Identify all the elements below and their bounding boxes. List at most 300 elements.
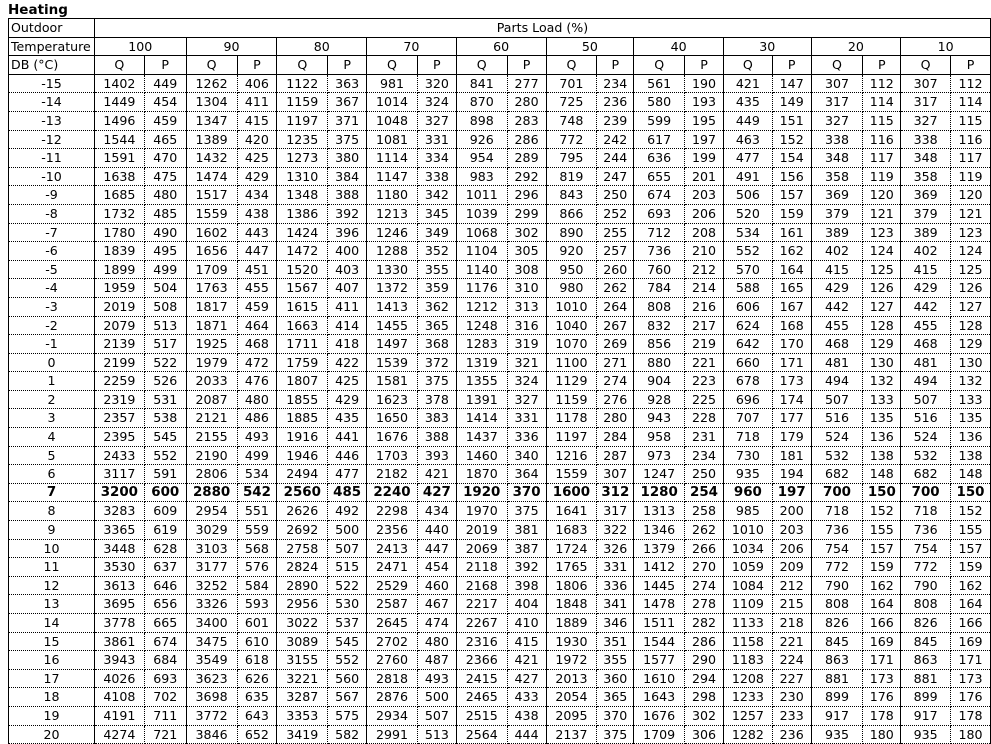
q-value-cell: 2118 (456, 558, 507, 577)
q-value-cell: 599 (634, 111, 685, 130)
q-value-cell: 3778 (94, 614, 144, 633)
p-value-cell: 171 (863, 651, 901, 670)
p-value-cell: 159 (863, 558, 901, 577)
p-value-cell: 375 (417, 372, 456, 391)
q-value-cell: 2259 (94, 372, 144, 391)
p-value-cell: 593 (237, 595, 277, 614)
p-value-cell: 490 (144, 223, 186, 242)
p-value-cell: 165 (772, 279, 811, 298)
q-header: Q (277, 56, 328, 75)
q-value-cell: 468 (901, 335, 951, 354)
q-value-cell: 2033 (186, 372, 237, 391)
q-value-cell: 943 (634, 409, 685, 428)
q-value-cell: 1460 (456, 446, 507, 465)
q-value-cell: 1885 (277, 409, 328, 428)
p-value-cell: 195 (685, 111, 724, 130)
q-value-cell: 4108 (94, 688, 144, 707)
q-value-cell: 3846 (186, 725, 237, 744)
p-value-cell: 545 (328, 632, 367, 651)
q-value-cell: 317 (901, 93, 951, 112)
q-value-cell: 3475 (186, 632, 237, 651)
q-value-cell: 1455 (367, 316, 418, 335)
q-value-cell: 1806 (546, 576, 597, 595)
q-value-cell: 701 (546, 74, 597, 93)
q-value-cell: 3623 (186, 669, 237, 688)
p-value-cell: 538 (144, 409, 186, 428)
q-value-cell: 4274 (94, 725, 144, 744)
p-value-cell: 480 (237, 390, 277, 409)
q-value-cell: 985 (723, 502, 772, 521)
q-value-cell: 1348 (277, 186, 328, 205)
q-value-cell: 981 (367, 74, 418, 93)
q-value-cell: 2199 (94, 353, 144, 372)
q-header: Q (94, 56, 144, 75)
p-value-cell: 208 (685, 223, 724, 242)
p-value-cell: 126 (863, 279, 901, 298)
p-value-cell: 242 (597, 130, 634, 149)
q-value-cell: 4026 (94, 669, 144, 688)
load-header-100: 100 (94, 37, 186, 56)
p-value-cell: 121 (863, 204, 901, 223)
q-value-cell: 1347 (186, 111, 237, 130)
table-row (9, 74, 991, 93)
load-header-70: 70 (367, 37, 457, 56)
q-value-cell: 389 (811, 223, 863, 242)
q-value-cell: 507 (901, 390, 951, 409)
p-value-cell: 276 (597, 390, 634, 409)
p-header: P (863, 56, 901, 75)
q-value-cell: 736 (811, 521, 863, 540)
p-value-cell: 294 (685, 669, 724, 688)
q-value-cell: 712 (634, 223, 685, 242)
q-value-cell: 2366 (456, 651, 507, 670)
p-value-cell: 721 (144, 725, 186, 744)
q-value-cell: 636 (634, 149, 685, 168)
q-value-cell: 1581 (367, 372, 418, 391)
p-value-cell: 128 (863, 316, 901, 335)
p-value-cell: 162 (863, 576, 901, 595)
q-value-cell: 808 (634, 297, 685, 316)
q-value-cell: 1432 (186, 149, 237, 168)
q-value-cell: 524 (901, 428, 951, 447)
p-value-cell: 341 (597, 595, 634, 614)
p-value-cell: 584 (237, 576, 277, 595)
p-value-cell: 507 (417, 706, 456, 725)
q-value-cell: 904 (634, 372, 685, 391)
q-value-cell: 389 (901, 223, 951, 242)
p-value-cell: 264 (597, 297, 634, 316)
p-value-cell: 117 (951, 149, 991, 168)
q-value-cell: 1389 (186, 130, 237, 149)
p-value-cell: 331 (507, 409, 546, 428)
q-value-cell: 532 (811, 446, 863, 465)
q-value-cell: 795 (546, 149, 597, 168)
q-value-cell: 1559 (186, 204, 237, 223)
p-value-cell: 635 (237, 688, 277, 707)
q-value-cell: 2356 (367, 521, 418, 540)
q-value-cell: 1159 (546, 390, 597, 409)
p-value-cell: 155 (951, 521, 991, 540)
p-value-cell: 447 (237, 242, 277, 261)
q-value-cell: 1709 (634, 725, 685, 744)
p-header: P (507, 56, 546, 75)
q-value-cell: 2433 (94, 446, 144, 465)
q-value-cell: 881 (811, 669, 863, 688)
q-value-cell: 1709 (186, 260, 237, 279)
p-value-cell: 316 (507, 316, 546, 335)
q-value-cell: 1379 (634, 539, 685, 558)
q-value-cell: 2956 (277, 595, 328, 614)
temperature-cell: 11 (9, 558, 95, 577)
p-value-cell: 150 (863, 483, 901, 502)
p-value-cell: 396 (328, 223, 367, 242)
table-row (9, 428, 991, 447)
q-value-cell: 3400 (186, 614, 237, 633)
p-value-cell: 262 (685, 521, 724, 540)
p-value-cell: 367 (328, 93, 367, 112)
q-value-cell: 718 (723, 428, 772, 447)
table-row (9, 614, 991, 633)
temperature-cell: -9 (9, 186, 95, 205)
q-value-cell: 1414 (456, 409, 507, 428)
p-value-cell: 422 (328, 353, 367, 372)
p-value-cell: 380 (328, 149, 367, 168)
table-row (9, 651, 991, 670)
q-value-cell: 1703 (367, 446, 418, 465)
p-value-cell: 582 (328, 725, 367, 744)
q-value-cell: 468 (811, 335, 863, 354)
p-value-cell: 327 (507, 390, 546, 409)
q-value-cell: 491 (723, 167, 772, 186)
p-value-cell: 236 (772, 725, 811, 744)
p-value-cell: 322 (597, 521, 634, 540)
temperature-cell: -14 (9, 93, 95, 112)
p-value-cell: 152 (863, 502, 901, 521)
p-value-cell: 444 (507, 725, 546, 744)
p-value-cell: 127 (951, 297, 991, 316)
p-value-cell: 522 (144, 353, 186, 372)
p-header: P (417, 56, 456, 75)
q-value-cell: 1262 (186, 74, 237, 93)
table-row (9, 111, 991, 130)
p-value-cell: 313 (507, 297, 546, 316)
p-value-cell: 197 (685, 130, 724, 149)
q-value-cell: 3283 (94, 502, 144, 521)
table-row (9, 93, 991, 112)
p-value-cell: 317 (597, 502, 634, 521)
q-value-cell: 348 (811, 149, 863, 168)
q-value-cell: 2954 (186, 502, 237, 521)
p-value-cell: 124 (951, 242, 991, 261)
q-value-cell: 1246 (367, 223, 418, 242)
p-value-cell: 114 (863, 93, 901, 112)
q-value-cell: 2137 (546, 725, 597, 744)
q-value-cell: 369 (811, 186, 863, 205)
q-header: Q (186, 56, 237, 75)
q-value-cell: 369 (901, 186, 951, 205)
q-value-cell: 2316 (456, 632, 507, 651)
q-value-cell: 3200 (94, 483, 144, 502)
p-value-cell: 652 (237, 725, 277, 744)
p-value-cell: 257 (597, 242, 634, 261)
p-value-cell: 421 (417, 465, 456, 484)
p-value-cell: 403 (328, 260, 367, 279)
q-value-cell: 1807 (277, 372, 328, 391)
p-value-cell: 132 (863, 372, 901, 391)
p-value-cell: 221 (685, 353, 724, 372)
q-value-cell: 2471 (367, 558, 418, 577)
p-value-cell: 138 (863, 446, 901, 465)
q-value-cell: 2692 (277, 521, 328, 540)
p-value-cell: 234 (597, 74, 634, 93)
p-value-cell: 508 (144, 297, 186, 316)
temperature-cell: -7 (9, 223, 95, 242)
p-value-cell: 513 (144, 316, 186, 335)
p-value-cell: 154 (772, 149, 811, 168)
q-value-cell: 532 (901, 446, 951, 465)
q-value-cell: 1437 (456, 428, 507, 447)
p-value-cell: 499 (144, 260, 186, 279)
p-value-cell: 542 (237, 483, 277, 502)
p-value-cell: 116 (951, 130, 991, 149)
p-value-cell: 255 (597, 223, 634, 242)
p-value-cell: 477 (328, 465, 367, 484)
p-value-cell: 421 (507, 651, 546, 670)
q-value-cell: 1817 (186, 297, 237, 316)
q-value-cell: 1763 (186, 279, 237, 298)
q-value-cell: 1920 (456, 483, 507, 502)
q-value-cell: 2139 (94, 335, 144, 354)
q-value-cell: 1765 (546, 558, 597, 577)
table-row (9, 316, 991, 335)
q-value-cell: 1235 (277, 130, 328, 149)
p-value-cell: 148 (951, 465, 991, 484)
p-value-cell: 515 (328, 558, 367, 577)
p-value-cell: 173 (951, 669, 991, 688)
temperature-cell: 7 (9, 483, 95, 502)
p-value-cell: 120 (951, 186, 991, 205)
q-value-cell: 1871 (186, 316, 237, 335)
p-value-cell: 411 (328, 297, 367, 316)
p-value-cell: 370 (507, 483, 546, 502)
p-value-cell: 157 (951, 539, 991, 558)
p-value-cell: 338 (417, 167, 456, 186)
p-value-cell: 454 (417, 558, 456, 577)
q-value-cell: 1273 (277, 149, 328, 168)
q-value-cell: 3613 (94, 576, 144, 595)
q-value-cell: 1472 (277, 242, 328, 261)
table-row (9, 130, 991, 149)
table-row (9, 669, 991, 688)
q-value-cell: 2267 (456, 614, 507, 633)
q-value-cell: 1676 (634, 706, 685, 725)
table-row (9, 223, 991, 242)
p-value-cell: 212 (685, 260, 724, 279)
p-value-cell: 359 (417, 279, 456, 298)
q-value-cell: 730 (723, 446, 772, 465)
p-value-cell: 218 (772, 614, 811, 633)
q-value-cell: 2217 (456, 595, 507, 614)
p-value-cell: 427 (417, 483, 456, 502)
p-value-cell: 296 (507, 186, 546, 205)
p-value-cell: 280 (507, 93, 546, 112)
q-value-cell: 1310 (277, 167, 328, 186)
q-value-cell: 917 (901, 706, 951, 725)
p-value-cell: 381 (507, 521, 546, 540)
q-value-cell: 2890 (277, 576, 328, 595)
q-value-cell: 1478 (634, 595, 685, 614)
p-value-cell: 465 (144, 130, 186, 149)
q-value-cell: 696 (723, 390, 772, 409)
q-value-cell: 520 (723, 204, 772, 223)
q-value-cell: 1257 (723, 706, 772, 725)
q-value-cell: 1176 (456, 279, 507, 298)
p-value-cell: 375 (507, 502, 546, 521)
header-row-group (9, 19, 991, 38)
q-value-cell: 3549 (186, 651, 237, 670)
q-value-cell: 327 (901, 111, 951, 130)
q-value-cell: 3287 (277, 688, 328, 707)
q-value-cell: 772 (546, 130, 597, 149)
p-value-cell: 363 (328, 74, 367, 93)
p-value-cell: 262 (597, 279, 634, 298)
q-value-cell: 736 (634, 242, 685, 261)
q-value-cell: 2013 (546, 669, 597, 688)
temperature-cell: 20 (9, 725, 95, 744)
q-value-cell: 1855 (277, 390, 328, 409)
p-value-cell: 364 (507, 465, 546, 484)
p-value-cell: 600 (144, 483, 186, 502)
q-value-cell: 1916 (277, 428, 328, 447)
q-value-cell: 1676 (367, 428, 418, 447)
p-value-cell: 298 (685, 688, 724, 707)
p-value-cell: 167 (772, 297, 811, 316)
p-value-cell: 418 (328, 335, 367, 354)
p-value-cell: 148 (863, 465, 901, 484)
p-value-cell: 327 (417, 111, 456, 130)
q-value-cell: 1848 (546, 595, 597, 614)
q-value-cell: 1034 (723, 539, 772, 558)
p-value-cell: 310 (507, 279, 546, 298)
q-value-cell: 1643 (634, 688, 685, 707)
q-value-cell: 2019 (456, 521, 507, 540)
q-value-cell: 754 (811, 539, 863, 558)
p-value-cell: 252 (597, 204, 634, 223)
q-value-cell: 552 (723, 242, 772, 261)
q-value-cell: 1084 (723, 576, 772, 595)
q-value-cell: 1010 (723, 521, 772, 540)
p-value-cell: 434 (417, 502, 456, 521)
p-value-cell: 493 (417, 669, 456, 688)
q-header: Q (634, 56, 685, 75)
p-value-cell: 307 (597, 465, 634, 484)
q-value-cell: 935 (811, 725, 863, 744)
q-value-cell: 1183 (723, 651, 772, 670)
q-value-cell: 442 (901, 297, 951, 316)
table-title: Heating (8, 2, 68, 18)
q-value-cell: 1641 (546, 502, 597, 521)
q-value-cell: 866 (546, 204, 597, 223)
temperature-cell: 5 (9, 446, 95, 465)
q-value-cell: 2465 (456, 688, 507, 707)
p-value-cell: 159 (772, 204, 811, 223)
p-value-cell: 176 (951, 688, 991, 707)
table-row (9, 353, 991, 372)
q-value-cell: 1104 (456, 242, 507, 261)
p-value-cell: 176 (863, 688, 901, 707)
p-value-cell: 370 (597, 706, 634, 725)
q-value-cell: 2515 (456, 706, 507, 725)
p-value-cell: 326 (597, 539, 634, 558)
p-value-cell: 500 (328, 521, 367, 540)
q-value-cell: 1330 (367, 260, 418, 279)
table-row (9, 465, 991, 484)
p-value-cell: 125 (951, 260, 991, 279)
q-value-cell: 2645 (367, 614, 418, 633)
p-value-cell: 480 (417, 632, 456, 651)
q-value-cell: 449 (723, 111, 772, 130)
q-value-cell: 784 (634, 279, 685, 298)
q-value-cell: 1010 (546, 297, 597, 316)
p-value-cell: 280 (597, 409, 634, 428)
q-value-cell: 1212 (456, 297, 507, 316)
q-value-cell: 2702 (367, 632, 418, 651)
temperature-cell: 9 (9, 521, 95, 540)
q-value-cell: 1059 (723, 558, 772, 577)
p-value-cell: 429 (328, 390, 367, 409)
p-value-cell: 393 (417, 446, 456, 465)
q-value-cell: 863 (901, 651, 951, 670)
p-value-cell: 446 (328, 446, 367, 465)
q-value-cell: 772 (901, 558, 951, 577)
q-value-cell: 682 (811, 465, 863, 484)
q-value-cell: 917 (811, 706, 863, 725)
p-value-cell: 368 (417, 335, 456, 354)
p-value-cell: 284 (597, 428, 634, 447)
temperature-cell: -6 (9, 242, 95, 261)
q-value-cell: 358 (901, 167, 951, 186)
q-value-cell: 935 (723, 465, 772, 484)
q-value-cell: 870 (456, 93, 507, 112)
q-value-cell: 718 (811, 502, 863, 521)
table-row (9, 576, 991, 595)
q-value-cell: 2168 (456, 576, 507, 595)
table-row (9, 409, 991, 428)
p-value-cell: 371 (328, 111, 367, 130)
q-value-cell: 983 (456, 167, 507, 186)
q-value-cell: 1544 (634, 632, 685, 651)
table-row (9, 390, 991, 409)
p-value-cell: 212 (772, 576, 811, 595)
p-value-cell: 415 (507, 632, 546, 651)
table-row (9, 279, 991, 298)
q-value-cell: 1615 (277, 297, 328, 316)
p-value-cell: 626 (237, 669, 277, 688)
q-value-cell: 1216 (546, 446, 597, 465)
q-value-cell: 516 (811, 409, 863, 428)
temperature-cell: -4 (9, 279, 95, 298)
q-value-cell: 1283 (456, 335, 507, 354)
p-value-cell: 447 (417, 539, 456, 558)
p-value-cell: 299 (507, 204, 546, 223)
q-value-cell: 2564 (456, 725, 507, 744)
q-value-cell: 700 (901, 483, 951, 502)
p-value-cell: 123 (951, 223, 991, 242)
table-row (9, 372, 991, 391)
q-value-cell: 718 (901, 502, 951, 521)
p-value-cell: 116 (863, 130, 901, 149)
p-value-cell: 459 (237, 297, 277, 316)
